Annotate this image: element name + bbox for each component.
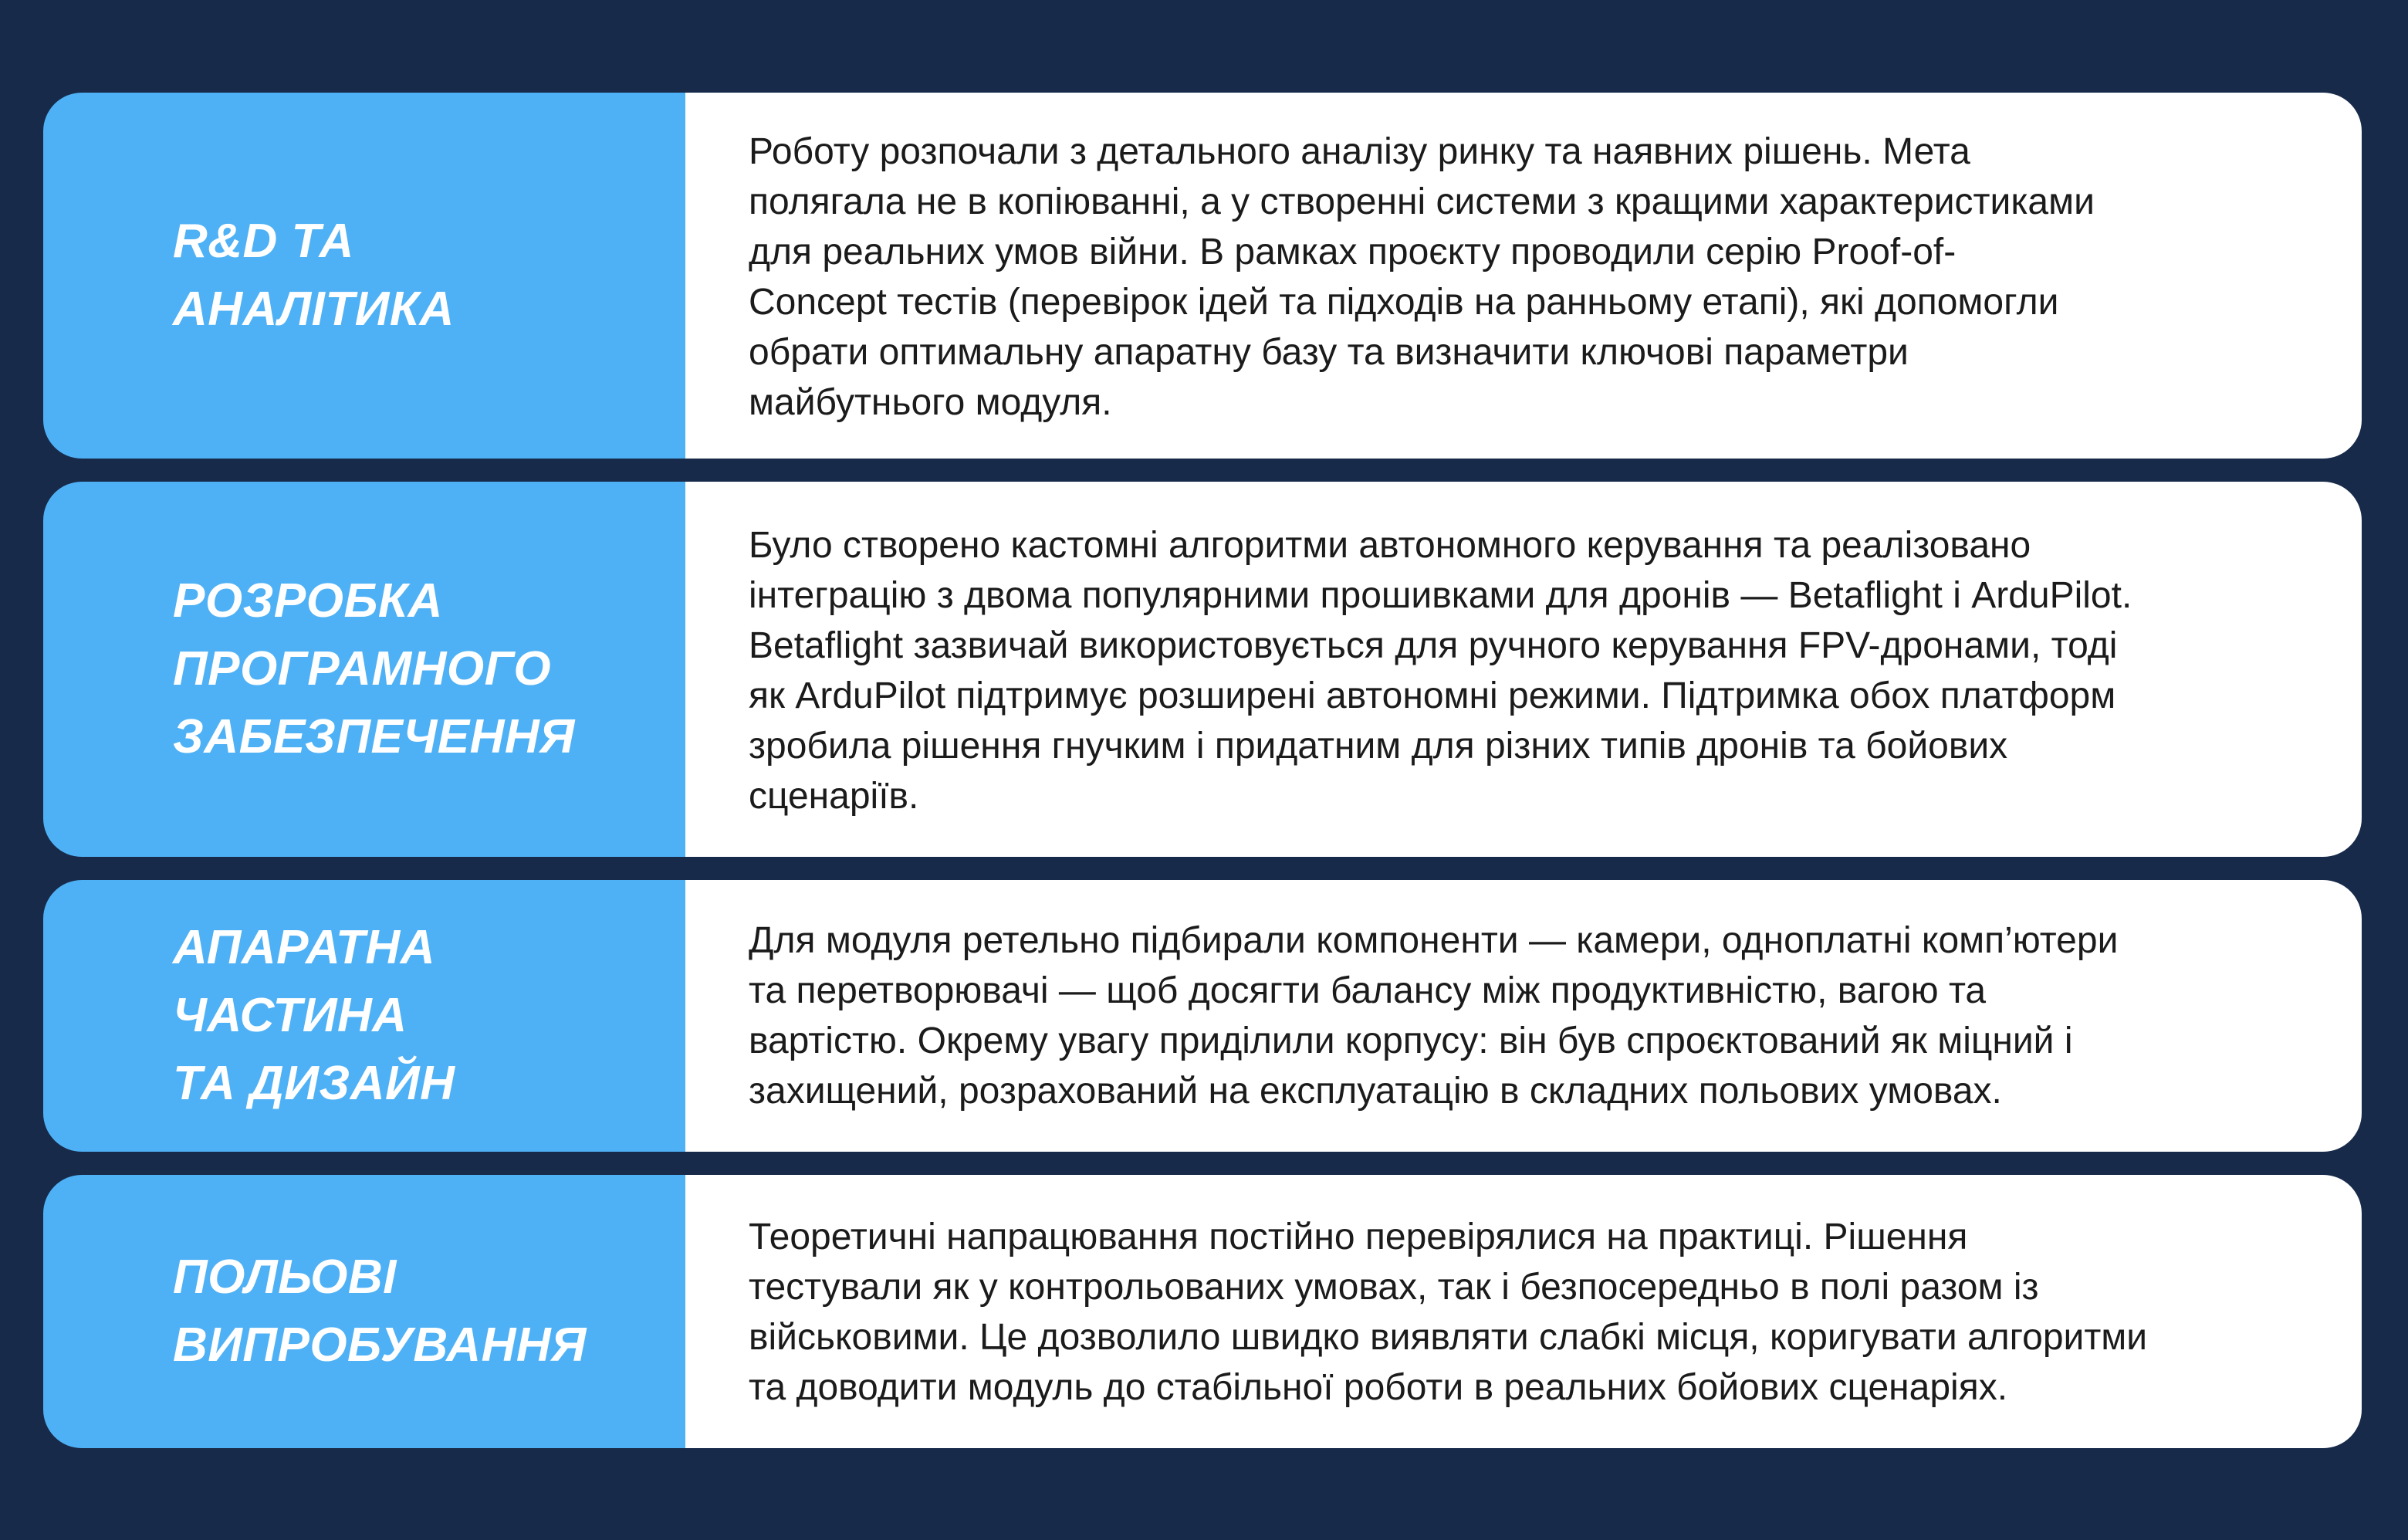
section-field-testing [43,1175,2362,1448]
section-text-panel [685,93,2362,459]
sections-list [43,93,2362,1451]
section-label-panel [43,880,685,1152]
section-title: R&D ТА АНАЛІТИКА [173,215,455,336]
section-rnd-analytics [43,93,2362,459]
section-description: Роботу розпочали з детального аналізу ринку та наявних рішень. Мета полягала не в копіюванні, а у створенні системи з кращими характеристиками для реальних умов війни. В рамках проєкту проводили серію Proof-of- Concept тестів (перевірок ідей та підходів на ранньому етапі), які допомогли обрати оптимальну апаратну базу та визначити ключові параметри майбутнього модуля. [749,131,2095,423]
section-software-development [43,482,2362,857]
section-text-panel [685,880,2362,1152]
section-title: РОЗРОБКА ПРОГРАМНОГО ЗАБЕЗПЕЧЕННЯ [173,574,575,763]
section-description: Теоретичні напрацювання постійно перевірялися на практиці. Рішення тестували як у контрольованих умовах, так і безпосередньо в полі разом із військовими. Це дозволило швидко виявляти слабкі місця, коригувати алгоритми та доводити модуль до стабільної роботи в реальних бойових сценаріях. [749,1217,2148,1408]
section-text-panel [685,482,2362,857]
section-label-panel [43,93,685,459]
section-text-panel [685,1175,2362,1448]
section-title: ПОЛЬОВІ ВИПРОБУВАННЯ [173,1251,587,1372]
section-label-panel [43,1175,685,1448]
section-title: АПАРАТНА ЧАСТИНА ТА ДИЗАЙН [173,921,455,1110]
section-label-panel [43,482,685,857]
section-description: Для модуля ретельно підбирали компоненти — камери, одноплатні комп’ютери та перетворювачі — щоб досягти балансу між продуктивністю, вагою та вартістю. Окрему увагу приділили корпусу: він був спроєктований як міцний і захищений, розрахований на експлуатацію в складних польових умовах. [749,920,2119,1112]
section-hardware-design [43,880,2362,1152]
section-description: Було створено кастомні алгоритми автономного керування та реалізовано інтеграцію з двома популярними прошивками для дронів — Betaflight і ArduPilot. Betaflight зазвичай використовується для ручного керування FPV-дронами, тоді як ArduPilot підтримує розширені автономні режими. Підтримка обох платформ зробила рішення гнучким і придатним для різних типів дронів та бойових сценаріїв. [749,525,2132,817]
